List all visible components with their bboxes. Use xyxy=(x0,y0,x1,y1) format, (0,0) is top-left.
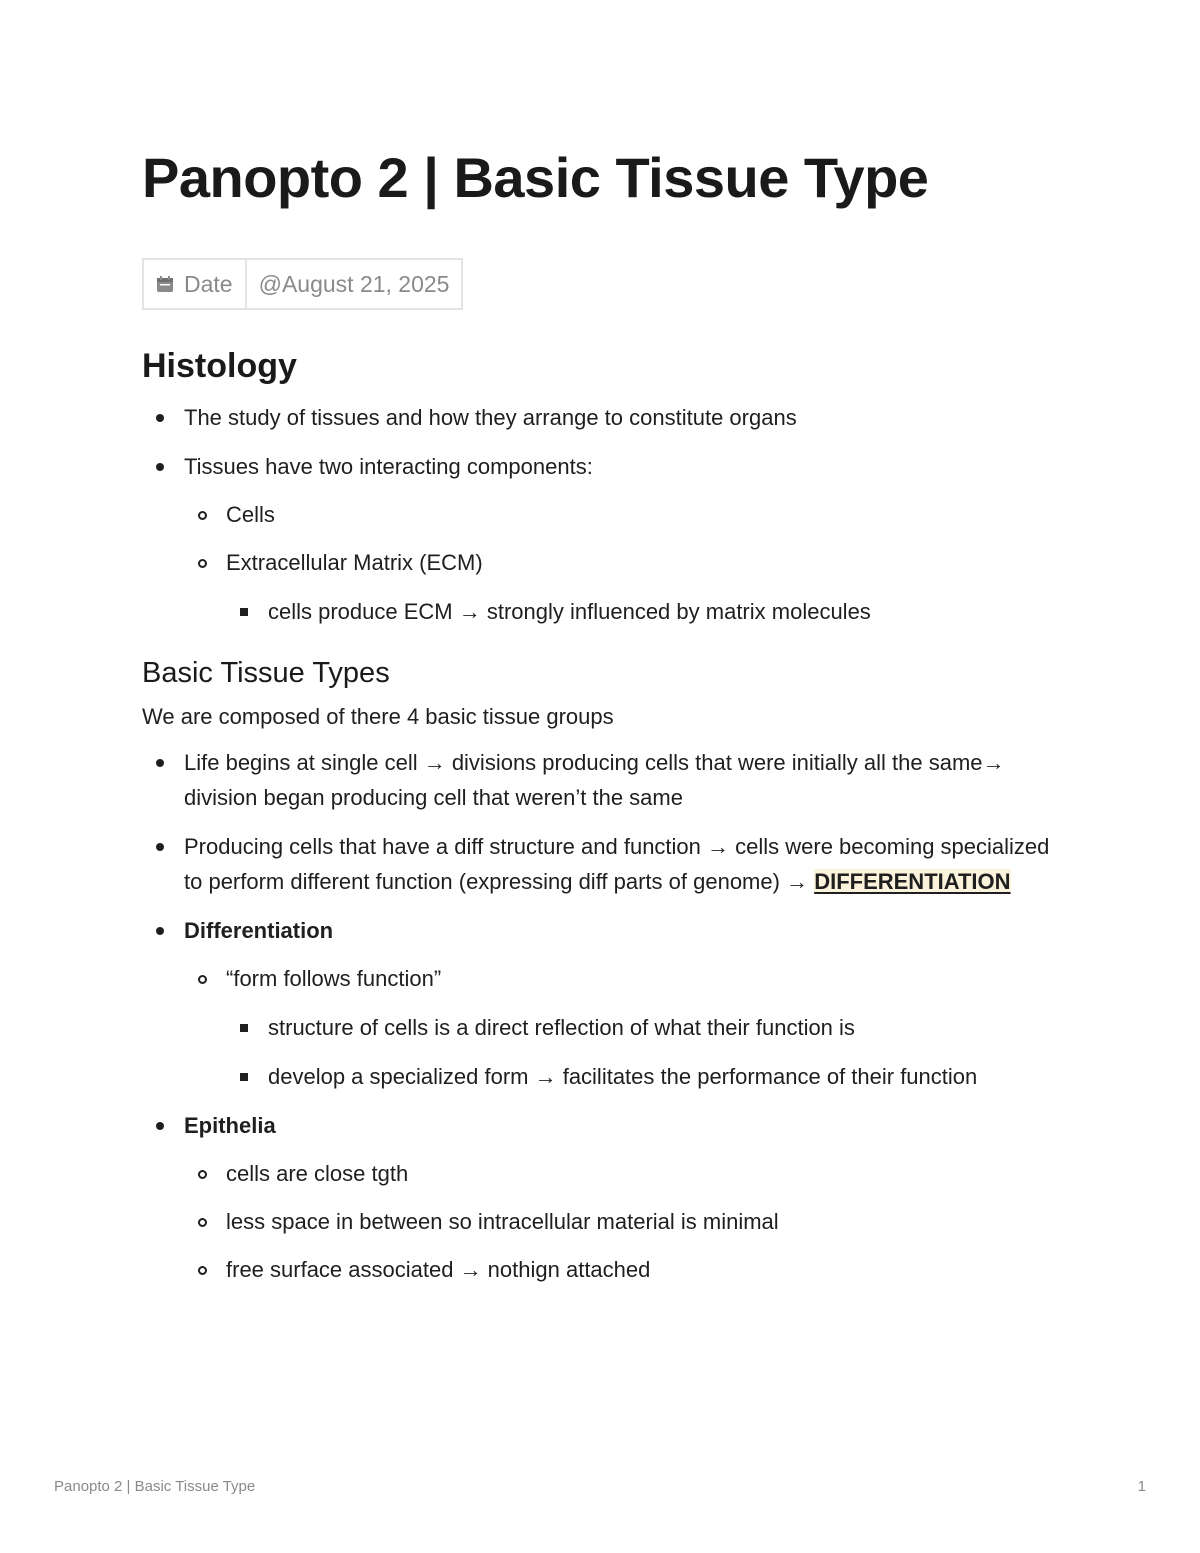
list-item-label: Epithelia xyxy=(184,1113,276,1138)
bullet-circle xyxy=(198,1218,207,1227)
list-item xyxy=(226,594,1062,629)
list-item-text: less space in between so intracellular material is minimal xyxy=(226,1209,779,1234)
intro-paragraph: We are composed of there 4 basic tissue groups xyxy=(142,704,614,729)
list-item xyxy=(184,497,1062,532)
property-key-label: Date xyxy=(184,270,233,297)
bullet-circle xyxy=(198,975,207,984)
property-value[interactable]: @August 21, 2025 xyxy=(258,270,450,297)
list-item-label: Differentiation xyxy=(184,918,334,943)
list-item xyxy=(226,1059,1062,1094)
list-item-text: Extracellular Matrix (ECM) xyxy=(226,550,483,575)
list-item xyxy=(184,1156,1062,1191)
list-item-text: cells produce ECM → strongly influenced by matrix molecules xyxy=(268,599,871,624)
heading-histology: Histology xyxy=(142,347,297,385)
page-title: Panopto 2 | Basic Tissue Type xyxy=(142,146,929,209)
differentiation-list xyxy=(184,961,1062,1094)
list-item xyxy=(142,449,1062,629)
histology-list xyxy=(142,400,1062,629)
list-item xyxy=(142,1108,1062,1287)
calendar-icon xyxy=(156,275,174,293)
list-item xyxy=(142,745,1062,815)
bullet-circle xyxy=(198,559,207,568)
list-item xyxy=(142,913,1062,1094)
property-key xyxy=(144,260,247,308)
list-item-text: Tissues have two interacting components: xyxy=(184,454,593,479)
ecm-list xyxy=(226,594,1062,629)
list-item-text: “form follows function” xyxy=(226,966,442,991)
list-item-text: Life begins at single cell → divisions producing cells that were initially all the same→ division began producing cell that weren’t the same xyxy=(184,750,1005,810)
list-item-text: free surface associated → nothign attached xyxy=(226,1257,651,1282)
epithelia-list xyxy=(184,1156,1062,1287)
bullet-disc xyxy=(156,843,164,851)
footer-page-number: 1 xyxy=(1137,1478,1146,1495)
footer-title: Panopto 2 | Basic Tissue Type xyxy=(54,1478,256,1495)
differentiation-details xyxy=(226,1010,1062,1094)
list-item xyxy=(184,1252,1062,1287)
heading-basic-tissue-types: Basic Tissue Types xyxy=(142,657,390,689)
bullet-disc xyxy=(156,759,164,767)
list-item-text: Producing cells that have a diff structure and function → cells were becoming specialized to perform different function (expressing diff parts of genome) → xyxy=(184,834,1050,894)
bullet-square xyxy=(240,1073,248,1081)
bullet-disc xyxy=(156,463,164,471)
bullet-circle xyxy=(198,511,207,520)
list-item-text: develop a specialized form → facilitates the performance of their function xyxy=(268,1064,978,1089)
list-item-text: Cells xyxy=(226,502,275,527)
bullet-circle xyxy=(198,1266,207,1275)
bullet-disc xyxy=(156,1122,164,1130)
list-item xyxy=(184,1204,1062,1239)
list-item-text: cells are close tgth xyxy=(226,1161,409,1186)
list-item xyxy=(142,400,1062,435)
tissue-list xyxy=(142,745,1062,1287)
bullet-disc xyxy=(156,414,164,422)
highlighted-term: DIFFERENTIATION xyxy=(814,869,1011,894)
document-page xyxy=(142,140,1062,1287)
list-item xyxy=(184,961,1062,1094)
bullet-disc xyxy=(156,927,164,935)
list-item-text: structure of cells is a direct reflection of what their function is xyxy=(268,1015,855,1040)
list-item xyxy=(142,829,1062,899)
date-property xyxy=(142,258,463,310)
list-item xyxy=(226,1010,1062,1045)
components-list xyxy=(184,497,1062,629)
bullet-circle xyxy=(198,1170,207,1179)
list-item-text: The study of tissues and how they arrange to constitute organs xyxy=(184,405,797,430)
bullet-square xyxy=(240,1024,248,1032)
list-item xyxy=(184,545,1062,629)
bullet-square xyxy=(240,608,248,616)
